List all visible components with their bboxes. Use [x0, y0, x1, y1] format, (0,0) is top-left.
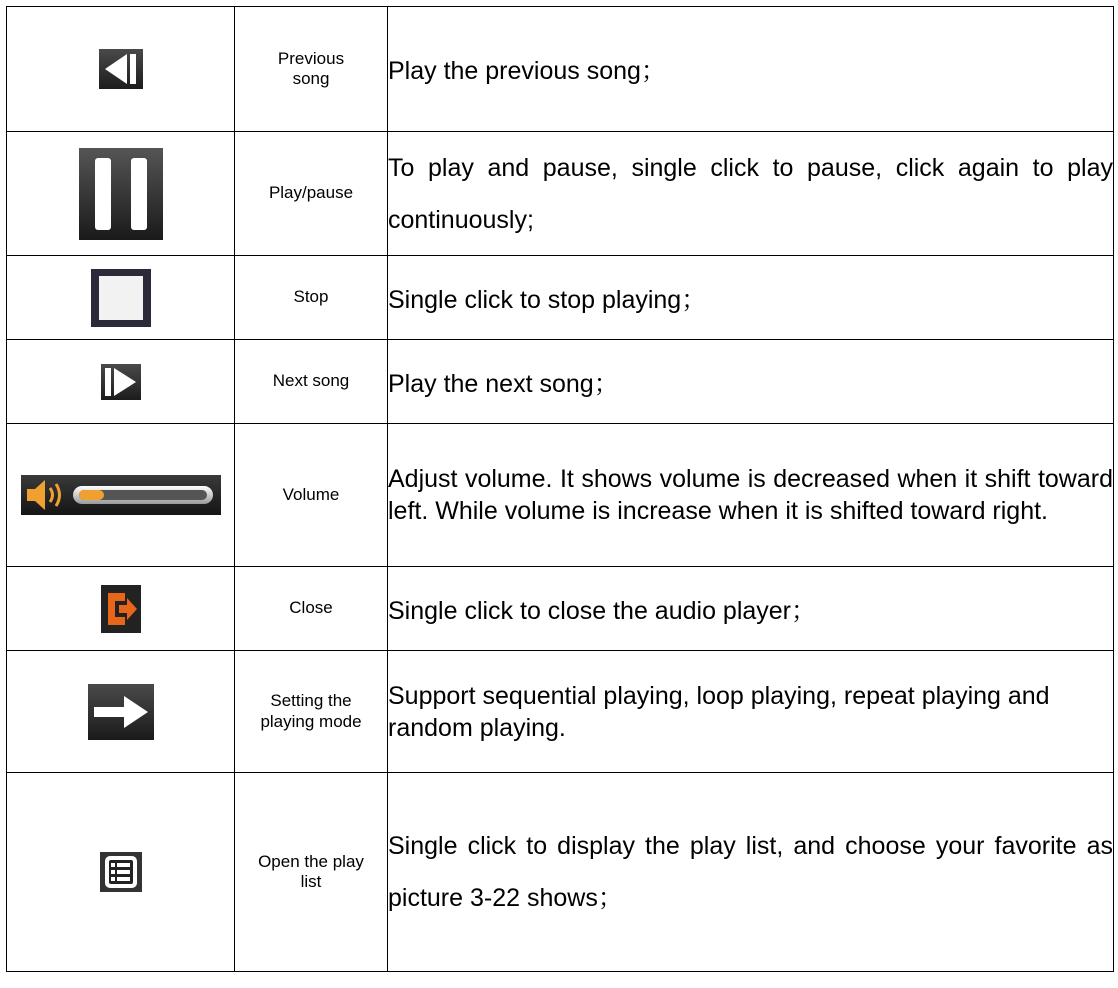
table-row	[7, 340, 1114, 424]
control-name-cell	[235, 651, 388, 773]
icon-cell	[7, 651, 235, 773]
control-description: Single click to display the play list, and choose your favorite as picture 3-22 shows；	[388, 773, 1114, 972]
control-name-cell	[235, 132, 388, 256]
control-name: Volume	[282, 484, 340, 504]
icon-cell	[7, 773, 235, 972]
previous-song-icon	[99, 49, 143, 89]
icon-cell	[7, 567, 235, 651]
control-name: playing mode	[260, 711, 362, 731]
control-description: To play and pause, single click to pause, click again to play continuously;	[388, 132, 1114, 256]
controls-table	[6, 6, 1114, 972]
control-description: Play the next song；	[388, 340, 1114, 424]
next-song-icon	[101, 364, 141, 400]
icon-cell	[7, 256, 235, 340]
volume-icon	[21, 475, 221, 515]
control-name: Stop	[293, 287, 329, 307]
icon-cell	[7, 424, 235, 567]
control-name: list	[300, 872, 322, 891]
control-name-cell	[235, 773, 388, 972]
control-description: Adjust volume. It shows volume is decreased when it shift toward left. While volume is increase when it is shifted toward right.	[388, 424, 1114, 567]
table-row	[7, 567, 1114, 651]
control-description: Support sequential playing, loop playing, repeat playing and random playing.	[388, 651, 1114, 773]
control-name: Play/pause	[268, 183, 354, 203]
play-list-icon	[100, 852, 142, 892]
control-description: Single click to close the audio player；	[388, 567, 1114, 651]
icon-cell	[7, 340, 235, 424]
icon-cell	[7, 132, 235, 256]
table-row	[7, 651, 1114, 773]
control-name: Close	[289, 598, 333, 618]
control-name-cell	[235, 340, 388, 424]
control-name: Setting the	[270, 691, 352, 711]
control-name-cell	[235, 256, 388, 340]
table-row	[7, 132, 1114, 256]
control-name-cell	[235, 567, 388, 651]
pause-icon	[79, 148, 163, 240]
control-name: Next song	[272, 371, 350, 391]
playing-mode-arrow-icon	[88, 684, 154, 740]
control-description: Play the previous song；	[388, 7, 1114, 132]
table-row	[7, 773, 1114, 972]
control-name-cell	[235, 424, 388, 567]
control-description: Single click to stop playing；	[388, 256, 1114, 340]
close-player-icon	[101, 585, 141, 633]
table-row	[7, 7, 1114, 132]
table-row	[7, 256, 1114, 340]
stop-icon	[91, 269, 151, 327]
icon-cell	[7, 7, 235, 132]
control-name: Previous	[277, 48, 345, 68]
table-row	[7, 424, 1114, 567]
control-name-cell	[235, 7, 388, 132]
control-name: Open the play	[258, 851, 364, 871]
control-name: song	[292, 69, 330, 88]
